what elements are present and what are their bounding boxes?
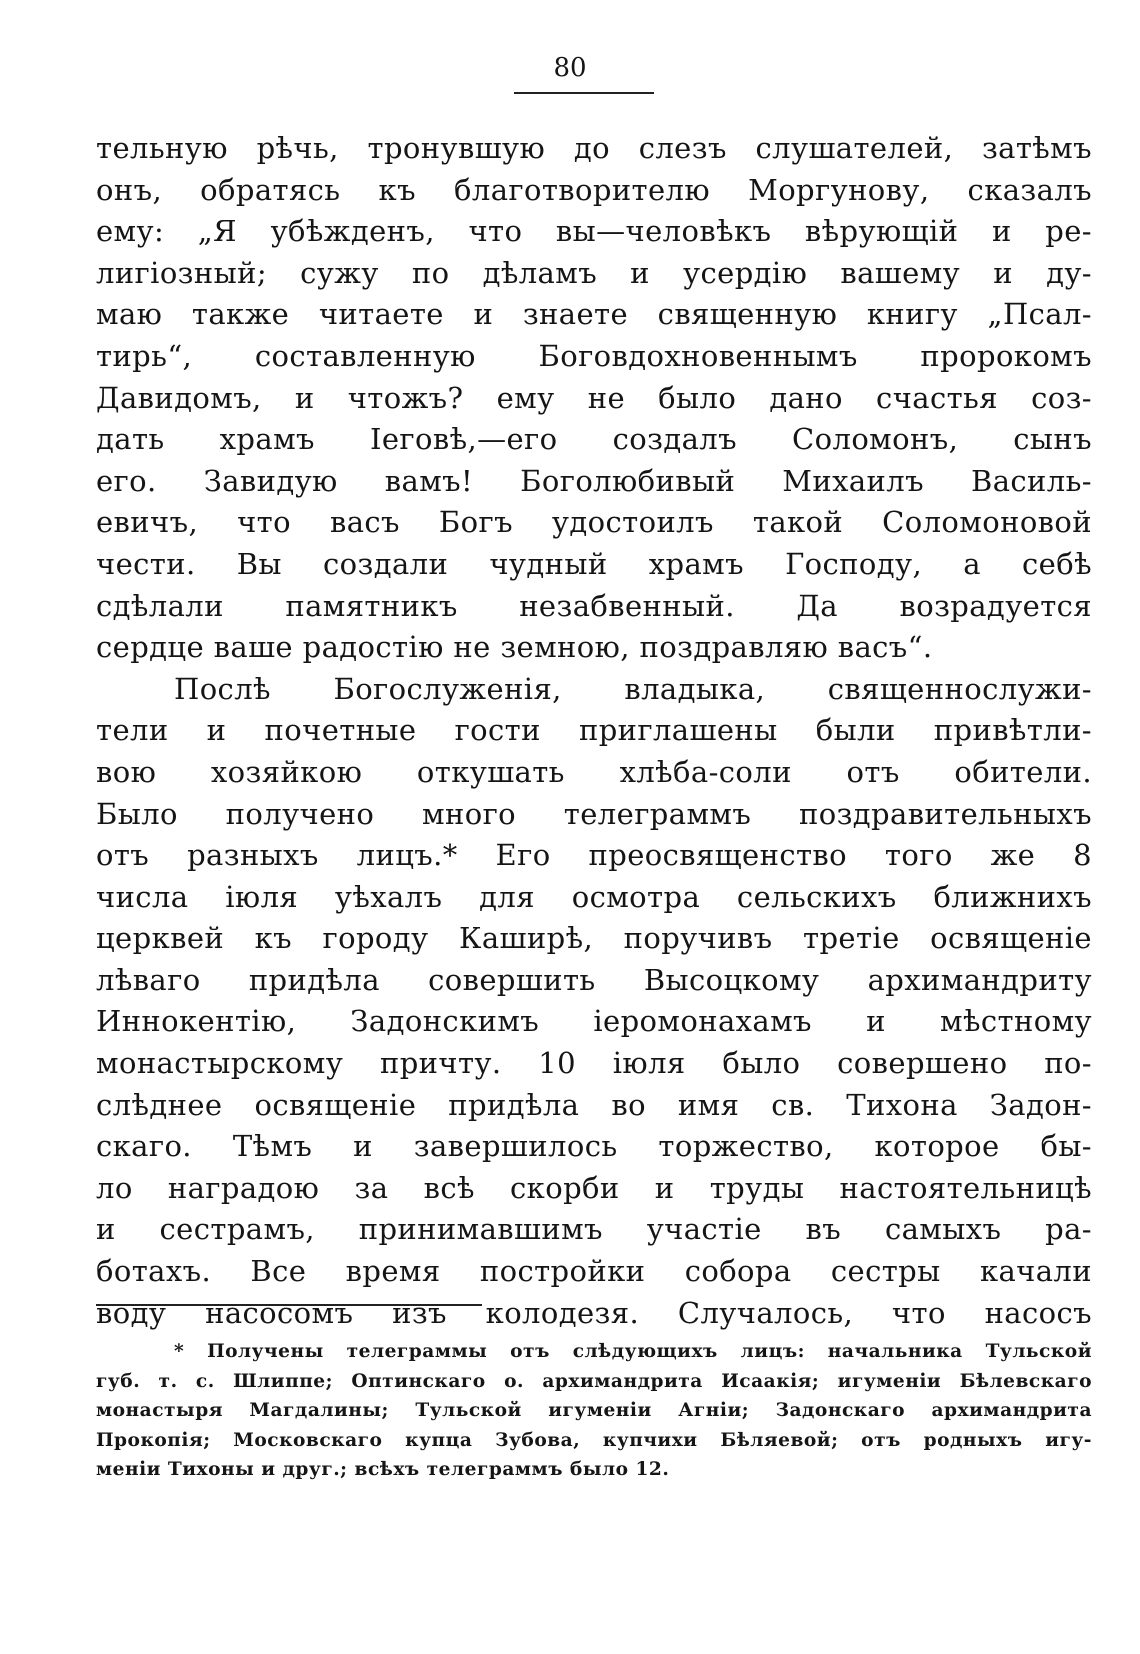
text-line: Давидомъ, и чтожъ? ему не было дано счастья соз-: [96, 380, 1092, 415]
text-line: сердце ваше радостію не земною, поздравляю васъ“.: [96, 630, 933, 665]
text-line: ло наградою за всѣ скорби и труды настоятельницѣ: [96, 1170, 1092, 1205]
text-line: онъ, обратясь къ благотворителю Моргунову, сказалъ: [96, 172, 1092, 207]
text-line: числа іюля уѣхалъ для осмотра сельскихъ ближнихъ: [96, 879, 1092, 914]
text-line: тирь“, составленную Боговдохновеннымъ пророкомъ: [96, 338, 1092, 373]
text-line: евичъ, что васъ Богъ удостоилъ такой Соломоновой: [96, 505, 1092, 540]
main-text: [96, 128, 1092, 1334]
text-line: воду насосомъ изъ колодезя. Случалось, что насосъ: [96, 1295, 1092, 1330]
footnote-line: губ. т. с. Шлиппе; Оптинскаго о. архимандрита Исаакія; игуменіи Бѣлевскаго: [96, 1370, 1092, 1392]
footnote: [96, 1337, 1092, 1485]
text-line: лигіозный; сужу по дѣламъ и усердію вашему и ду-: [96, 255, 1092, 290]
text-line: скаго. Тѣмъ и завершилось торжество, которое бы-: [96, 1129, 1092, 1164]
text-line: ему: „Я убѣжденъ, что вы—человѣкъ вѣрующій и ре-: [96, 214, 1092, 249]
page-number-rule: [514, 92, 654, 94]
text-line: церквей къ городу Каширѣ, поручивъ третіе освященіе: [96, 921, 1092, 956]
text-line: чести. Вы создали чудный храмъ Господу, а себѣ: [96, 546, 1092, 581]
text-line: слѣднее освященіе придѣла во имя св. Тихона Задон-: [96, 1087, 1092, 1122]
text-line: Иннокентію, Задонскимъ іеромонахамъ и мѣстному: [96, 1004, 1092, 1039]
text-line: лѣваго придѣла совершить Высоцкому архимандриту: [96, 962, 1092, 997]
text-line: тельную рѣчь, тронувшую до слезъ слушателей, затѣмъ: [96, 131, 1092, 165]
text-line: маю также читаете и знаете священную книгу „Псал-: [96, 297, 1092, 332]
paragraph-first-line: Послѣ Богослуженія, владыка, священнослужи-: [174, 671, 1092, 706]
text-line: Было получено много телеграммъ поздравительныхъ: [96, 796, 1092, 831]
text-line: вою хозяйкою откушать хлѣба-соли отъ обители.: [96, 754, 1092, 789]
text-line: ботахъ. Все время постройки собора сестры качали: [96, 1254, 1092, 1289]
text-line: и сестрамъ, принимавшимъ участіе въ самыхъ ра-: [96, 1212, 1092, 1247]
text-line: монастырскому причту. 10 іюля было совершено по-: [96, 1046, 1092, 1081]
footnote-separator: [96, 1304, 482, 1306]
footnote-line: монастыря Магдалины; Тульской игуменіи Агніи; Задонскаго архимандрита: [96, 1400, 1092, 1421]
text-line: сдѣлали памятникъ незабвенный. Да возрадуется: [96, 588, 1092, 623]
text-line: отъ разныхъ лицъ.* Его преосвященство того же 8: [96, 838, 1092, 873]
text-line: тели и почетные гости приглашены были привѣтли-: [96, 713, 1092, 748]
footnote-line: Прокопія; Московскаго купца Зубова, купчихи Бѣляевой; отъ родныхъ игу-: [96, 1429, 1092, 1451]
text-line: дать храмъ Іеговѣ,—его создалъ Соломонъ, сынъ: [96, 422, 1092, 457]
footnote-line: * Получены телеграммы отъ слѣдующихъ лицъ: начальника Тульской: [174, 1341, 1092, 1362]
text-line: его. Завидую вамъ! Боголюбивый Михаилъ Василь-: [96, 463, 1092, 498]
page-number: 80: [553, 53, 587, 83]
footnote-line: меніи Тихоны и друг.; всѣхъ телеграммъ было 12.: [96, 1459, 670, 1480]
